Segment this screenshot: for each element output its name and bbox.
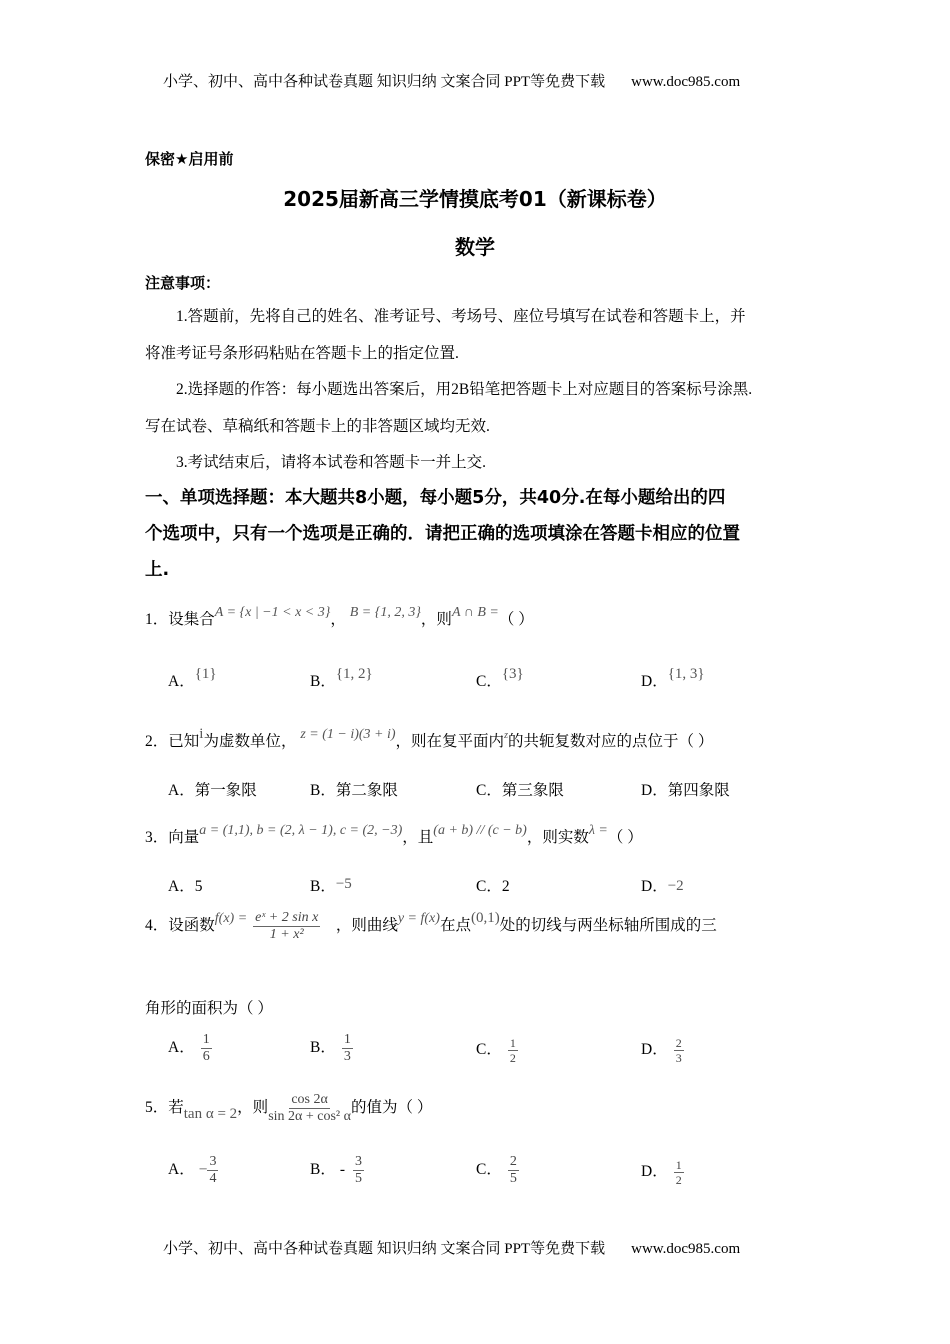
q-text: ，则实数	[526, 829, 589, 846]
fraction	[268, 1092, 351, 1125]
section-line: 个选项中，只有一个选项是正确的．请把正确的选项填涂在答题卡相应的位置	[145, 524, 740, 544]
q-text: ，则	[420, 611, 452, 628]
option-value: 第二象限	[335, 782, 398, 799]
option-c[interactable]	[476, 666, 524, 691]
fraction	[674, 1036, 684, 1065]
q-text: 1．设集合	[145, 611, 215, 628]
question-4-cont: 角形的面积为（ ）	[145, 1000, 273, 1017]
option-d[interactable]	[641, 666, 705, 691]
math: i	[199, 726, 204, 742]
option-label: C．	[476, 1041, 502, 1059]
numerator: 3	[209, 1154, 217, 1169]
option-b[interactable]	[310, 666, 373, 691]
option-b[interactable]	[310, 874, 352, 896]
note-line: 将准考证号条形码粘贴在答题卡上的指定位置.	[145, 345, 459, 362]
option-label: C．	[476, 782, 502, 799]
section-line: 一、单项选择题：本大题共8小题，每小题5分，共40分.在每小题给出的四	[145, 488, 726, 508]
option-label: C．	[476, 673, 502, 690]
page-header	[163, 70, 740, 91]
math: a = (1,1), b = (2, λ − 1), c = (2, −3)	[199, 823, 403, 838]
section-heading	[145, 480, 740, 588]
q-text: ，且	[402, 829, 434, 846]
option-label: C．	[476, 1161, 502, 1179]
option-label: B．	[310, 782, 336, 799]
fraction	[353, 1154, 364, 1187]
option-label: A．	[168, 878, 195, 895]
option-label: A．	[168, 673, 195, 690]
denominator: 5	[355, 1171, 363, 1186]
math: f(x) =	[214, 911, 248, 927]
option-label: D．	[641, 673, 668, 690]
numerator: 1	[675, 1158, 682, 1172]
option-a[interactable]	[168, 1154, 218, 1187]
option-a[interactable]	[168, 874, 202, 896]
footer-text: 小学、初中、高中各种试卷真题 知识归纳 文案合同 PPT等免费下载	[163, 1241, 606, 1257]
numerator: 1	[509, 1036, 516, 1050]
question-1	[145, 607, 534, 629]
q-text: 5．若	[145, 1099, 184, 1117]
secret-label: 保密★启用前	[145, 150, 234, 168]
page-title: 2025届新高三学情摸底考01（新课标卷）	[283, 187, 667, 211]
option-label: B．	[310, 1161, 336, 1179]
fraction	[508, 1154, 519, 1187]
question-2	[145, 726, 714, 751]
numerator: 3	[355, 1154, 363, 1169]
option-b[interactable]	[310, 1154, 364, 1187]
numerator: 1	[202, 1032, 210, 1047]
question-5	[145, 1092, 432, 1125]
note-line: 1.答题前，先将自己的姓名、准考证号、考场号、座位号填写在试卷和答题卡上，并	[176, 308, 746, 325]
subject-title: 数学	[455, 235, 495, 259]
q-text: 为虚数单位，	[203, 733, 297, 750]
page-footer	[163, 1237, 740, 1258]
fraction	[674, 1158, 684, 1187]
q-text: 的值为（ ）	[350, 1099, 433, 1117]
math: A ∩ B =	[451, 605, 499, 620]
option-a[interactable]	[168, 778, 257, 800]
header-site: www.doc985.com	[631, 74, 741, 90]
option-label: A．	[168, 1039, 195, 1057]
option-label: C．	[476, 878, 502, 895]
option-value: 第四象限	[667, 782, 730, 799]
sign: -	[339, 1161, 346, 1179]
denominator: 4	[209, 1171, 217, 1186]
note-line: 写在试卷、草稿纸和答题卡上的非答题区域均无效.	[145, 418, 490, 435]
option-c[interactable]	[476, 1154, 519, 1187]
numerator: cos 2α	[291, 1092, 328, 1107]
math: z	[504, 730, 508, 741]
question-4	[145, 910, 717, 943]
option-d[interactable]	[641, 1036, 684, 1065]
option-value: {1}	[194, 666, 217, 682]
q-text: ，则	[237, 1099, 269, 1117]
option-b[interactable]	[310, 778, 398, 800]
option-c[interactable]	[476, 874, 510, 896]
note-line: 2.选择题的作答：每小题选出答案后，用2B铅笔把答题卡上对应题目的答案标号涂黑.	[176, 381, 753, 398]
option-value: {1, 2}	[335, 666, 373, 682]
q-text: 在点	[439, 917, 471, 935]
fraction	[201, 1032, 212, 1065]
option-label: B．	[310, 878, 336, 895]
math: A = {x | −1 < x < 3}	[214, 605, 331, 620]
option-value: −2	[667, 878, 684, 894]
option-d[interactable]	[641, 874, 684, 896]
q-text: （ ）	[607, 829, 643, 846]
math: tan α = 2	[183, 1106, 238, 1123]
q-text: 3．向量	[145, 829, 200, 846]
option-d[interactable]	[641, 778, 730, 800]
footer-site: www.doc985.com	[631, 1241, 741, 1257]
denominator: 5	[509, 1171, 517, 1186]
option-a[interactable]	[168, 1032, 212, 1065]
denominator: 6	[202, 1049, 210, 1064]
numerator: eˣ + 2 sin x	[255, 910, 319, 925]
math: z = (1 − i)(3 + i)	[300, 727, 396, 742]
denominator: 3	[343, 1049, 351, 1064]
option-value: 第三象限	[501, 782, 564, 799]
header-text: 小学、初中、高中各种试卷真题 知识归纳 文案合同 PPT等免费下载	[163, 74, 606, 90]
option-label: A．	[168, 1161, 195, 1179]
option-value: {3}	[501, 666, 524, 682]
fraction	[342, 1032, 353, 1065]
option-c[interactable]	[476, 1036, 518, 1065]
option-value: 2	[501, 878, 510, 895]
denominator: 3	[675, 1051, 682, 1065]
option-value: 5	[194, 878, 203, 895]
q-text: 4．设函数	[145, 917, 215, 935]
option-label: B．	[310, 673, 336, 690]
fraction	[508, 1036, 518, 1065]
numerator: 1	[343, 1032, 351, 1047]
section-line: 上.	[145, 560, 170, 580]
denominator: 1 + x²	[269, 927, 304, 942]
fraction	[253, 910, 320, 943]
sign: −	[198, 1161, 208, 1179]
numerator: 2	[675, 1036, 682, 1050]
option-label: B．	[310, 1039, 336, 1057]
notes-heading: 注意事项：	[145, 274, 221, 292]
numerator: 2	[509, 1154, 517, 1169]
option-d[interactable]	[641, 1158, 684, 1187]
option-value: {1, 3}	[667, 666, 705, 682]
note-line: 3.考试结束后，请将本试卷和答题卡一并上交.	[176, 454, 487, 471]
option-a[interactable]	[168, 666, 217, 691]
option-label: A．	[168, 782, 195, 799]
math: (a + b) // (c − b)	[433, 823, 527, 838]
q-text: ，	[330, 611, 346, 628]
math: λ =	[588, 823, 608, 838]
q-text: （ ）	[498, 611, 534, 628]
option-label: D．	[641, 1041, 668, 1059]
option-value: −5	[335, 876, 352, 892]
fraction	[207, 1154, 218, 1187]
option-c[interactable]	[476, 778, 564, 800]
denominator: 2	[509, 1051, 516, 1065]
option-label: D．	[641, 782, 668, 799]
option-value: 第一象限	[194, 782, 257, 799]
math: B = {1, 2, 3}	[349, 605, 421, 620]
q-text: 的共轭复数对应的点位于（ ）	[507, 733, 714, 750]
q-text: ，则在复平面内	[395, 733, 505, 750]
denominator: 2	[675, 1173, 682, 1187]
question-3	[145, 825, 643, 847]
option-label: D．	[641, 1163, 668, 1181]
denominator: sin 2α + cos² α	[268, 1109, 351, 1124]
math: (0,1)	[470, 910, 500, 927]
q-text: ，则曲线	[335, 917, 398, 935]
q-text: 处的切线与两坐标轴所围成的三	[499, 917, 717, 935]
option-b[interactable]	[310, 1032, 353, 1065]
q-text: 2．已知	[145, 733, 200, 750]
option-label: D．	[641, 878, 668, 895]
math: y = f(x)	[397, 911, 440, 927]
